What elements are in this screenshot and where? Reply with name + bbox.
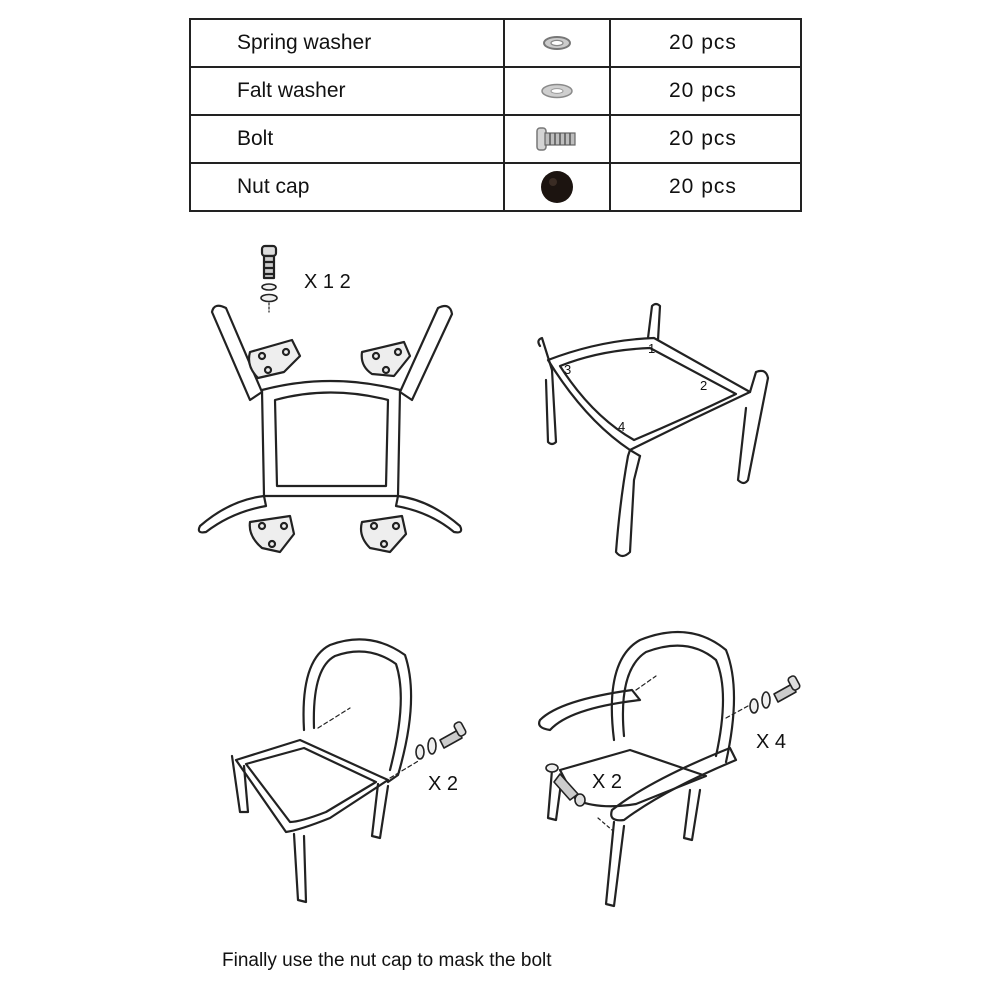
corner-bracket-icon [362,342,410,376]
step3-multiplier: X 2 [428,773,459,795]
corner-bracket-icon [249,340,300,378]
part-qty: 20 pcs [610,115,801,163]
step4-front-multiplier: X 2 [592,771,623,793]
part-name: Falt washer [190,67,504,115]
corner-bracket-icon [361,516,406,552]
part-name: Bolt [190,115,504,163]
corner-bracket-icon [250,516,294,552]
part-qty: 20 pcs [610,19,801,67]
step4-armchair-diagram [539,632,801,906]
final-note: Finally use the nut cap to mask the bolt [222,950,552,971]
bolt-washer-icon [750,675,801,713]
bolt-washer-icon [416,721,467,759]
part-qty: 20 pcs [610,163,801,211]
seat-number: 4 [618,419,626,434]
bolt-stack-icon [261,246,277,312]
part-qty: 20 pcs [610,67,801,115]
step4-side-multiplier: X 4 [756,731,787,753]
seat-number: 2 [700,378,708,393]
step3-side-chair-diagram [232,639,467,902]
seat-number: 1 [648,341,656,356]
part-name: Spring washer [190,19,504,67]
part-name: Nut cap [190,163,504,211]
step1-multiplier: X 1 2 [304,271,351,293]
seat-number: 3 [564,362,572,377]
